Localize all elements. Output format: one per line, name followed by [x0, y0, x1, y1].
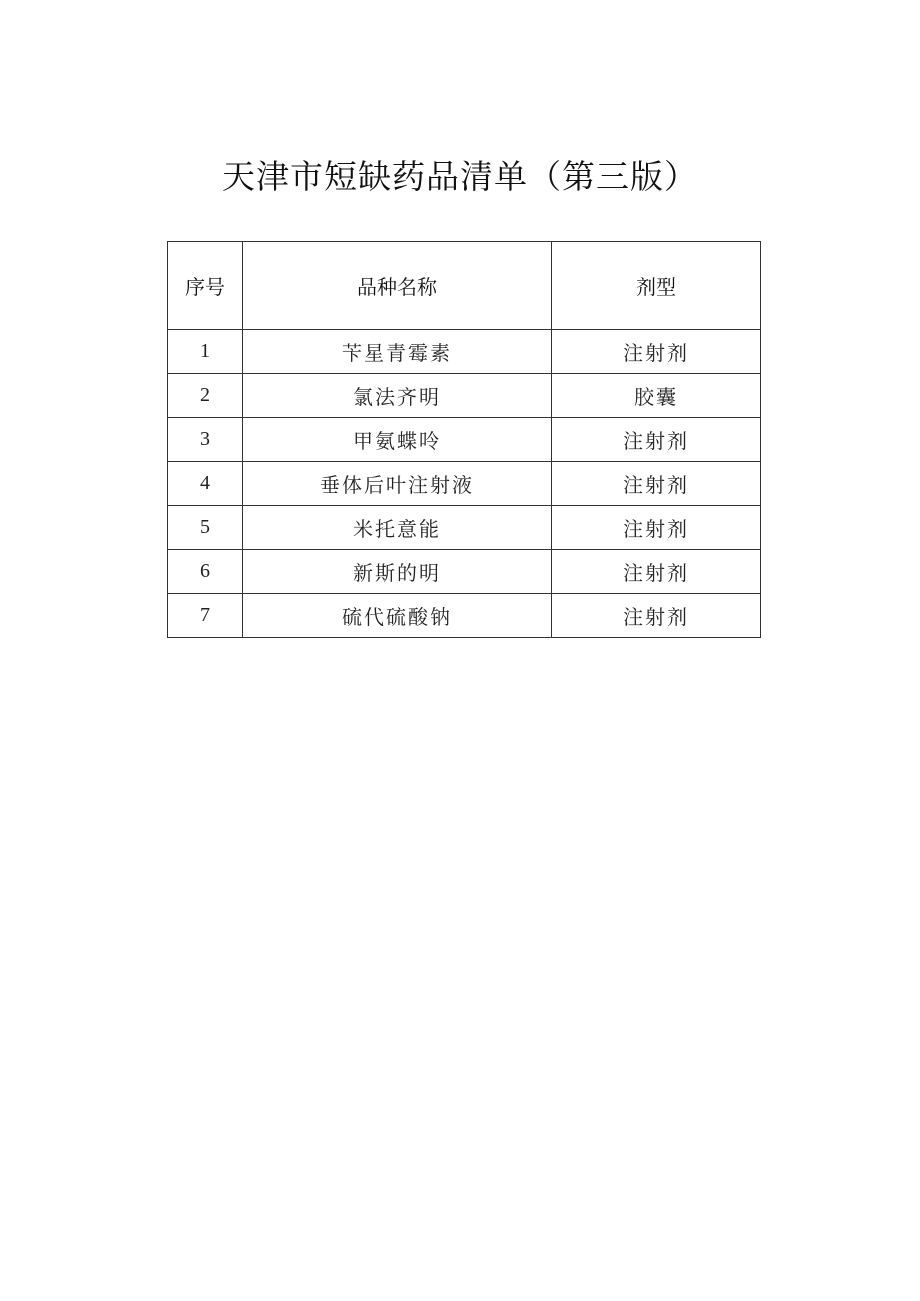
- page-title: 天津市短缺药品清单（第三版）: [222, 157, 698, 196]
- cell-serial-number: 5: [168, 506, 243, 550]
- table-row: [168, 374, 761, 418]
- header-dosage-form: 剂型: [552, 242, 761, 330]
- cell-drug-name: 硫代硫酸钠: [243, 594, 552, 638]
- cell-drug-name: 苄星青霉素: [243, 330, 552, 374]
- table-body: [168, 330, 761, 638]
- header-drug-name: 品种名称: [243, 242, 552, 330]
- table-header: [168, 242, 761, 330]
- cell-serial-number: 1: [168, 330, 243, 374]
- table-row: [168, 330, 761, 374]
- cell-dosage-form: 注射剂: [552, 330, 761, 374]
- drug-shortage-table: [167, 241, 761, 638]
- table-row: [168, 462, 761, 506]
- cell-dosage-form: 注射剂: [552, 550, 761, 594]
- cell-drug-name: 新斯的明: [243, 550, 552, 594]
- table-row: [168, 550, 761, 594]
- cell-serial-number: 6: [168, 550, 243, 594]
- table-row: [168, 506, 761, 550]
- cell-dosage-form: 胶囊: [552, 374, 761, 418]
- header-row: [168, 242, 761, 330]
- cell-drug-name: 氯法齐明: [243, 374, 552, 418]
- cell-dosage-form: 注射剂: [552, 418, 761, 462]
- cell-drug-name: 米托意能: [243, 506, 552, 550]
- header-serial-number: 序号: [168, 242, 243, 330]
- cell-dosage-form: 注射剂: [552, 506, 761, 550]
- cell-serial-number: 7: [168, 594, 243, 638]
- cell-drug-name: 垂体后叶注射液: [243, 462, 552, 506]
- table-row: [168, 418, 761, 462]
- cell-dosage-form: 注射剂: [552, 594, 761, 638]
- cell-serial-number: 2: [168, 374, 243, 418]
- cell-drug-name: 甲氨蝶呤: [243, 418, 552, 462]
- cell-serial-number: 3: [168, 418, 243, 462]
- table-row: [168, 594, 761, 638]
- cell-dosage-form: 注射剂: [552, 462, 761, 506]
- cell-serial-number: 4: [168, 462, 243, 506]
